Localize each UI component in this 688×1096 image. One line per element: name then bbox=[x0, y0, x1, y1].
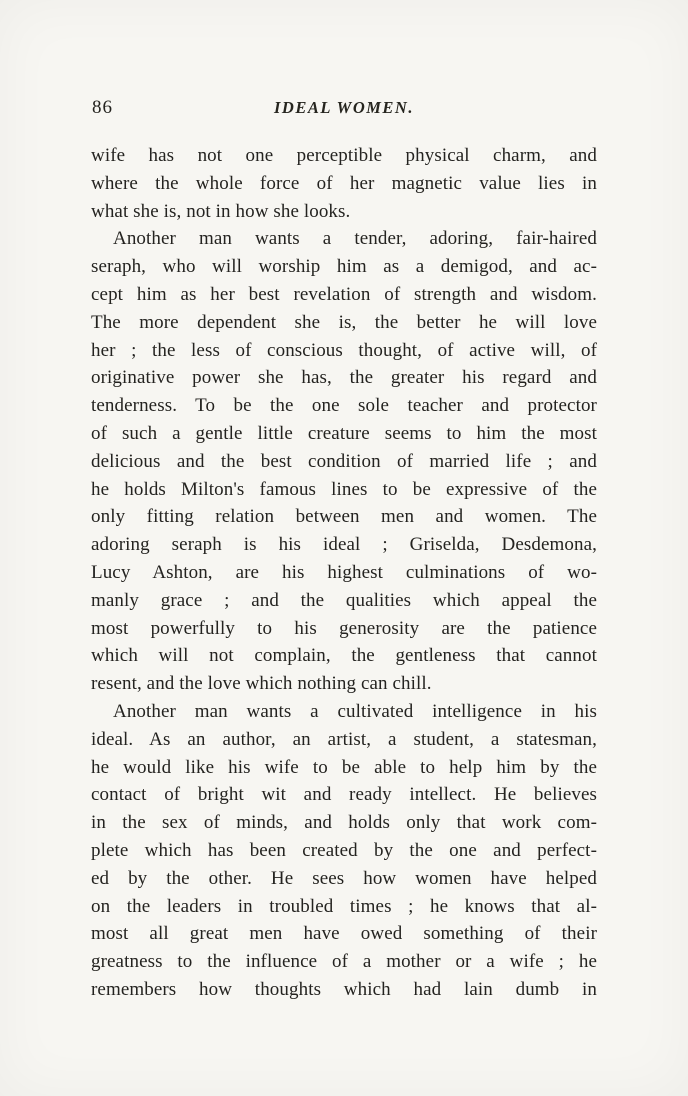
text-line: on the leaders in troubled times ; he knows that al- bbox=[91, 895, 597, 917]
text-line: which will not complain, the gentleness that cannot bbox=[91, 645, 597, 667]
text-line: her ; the less of conscious thought, of active will, of bbox=[91, 339, 597, 361]
text-line: resent, and the love which nothing can chill. bbox=[91, 673, 432, 695]
paragraph bbox=[91, 142, 597, 225]
text-line: greatness to the influence of a mother or a wife ; he bbox=[91, 951, 597, 973]
text-line: manly grace ; and the qualities which appeal the bbox=[91, 589, 597, 611]
text-line: wife has not one perceptible physical charm, and bbox=[91, 145, 597, 166]
paragraph bbox=[91, 225, 597, 698]
text-line: tenderness. To be the one sole teacher and protector bbox=[91, 395, 597, 417]
text-line: plete which has been created by the one and perfect- bbox=[91, 839, 597, 861]
text-line: originative power she has, the greater his regard and bbox=[91, 367, 597, 389]
page-body bbox=[91, 142, 597, 1004]
text-block bbox=[91, 96, 597, 1004]
text-line: seraph, who will worship him as a demigod, and ac- bbox=[91, 256, 597, 278]
text-line: The more dependent she is, the better he will love bbox=[91, 311, 597, 333]
text-line: remembers how thoughts which had lain dumb in bbox=[91, 978, 597, 1000]
running-title: IDEAL WOMEN. bbox=[274, 98, 414, 117]
page-header bbox=[91, 96, 597, 122]
text-line: what she is, not in how she looks. bbox=[91, 200, 351, 222]
text-line: adoring seraph is his ideal ; Griselda, Desdemona, bbox=[91, 534, 597, 556]
text-line: in the sex of minds, and holds only that work com- bbox=[91, 812, 597, 834]
paragraph bbox=[91, 698, 597, 1004]
text-line: ed by the other. He sees how women have helped bbox=[91, 867, 597, 889]
page-number: 86 bbox=[92, 97, 113, 118]
text-line: cept him as her best revelation of strength and wisdom. bbox=[91, 283, 597, 305]
text-line: delicious and the best condition of married life ; and bbox=[91, 450, 597, 472]
text-line: Lucy Ashton, are his highest culminations of wo- bbox=[91, 561, 597, 583]
text-line: only fitting relation between men and women. The bbox=[91, 506, 597, 528]
text-line: where the whole force of her magnetic value lies in bbox=[91, 172, 597, 194]
text-line: most all great men have owed something of their bbox=[91, 923, 597, 945]
text-line: Another man wants a cultivated intelligence in his bbox=[113, 700, 597, 722]
text-line: most powerfully to his generosity are the patience bbox=[91, 617, 597, 639]
text-line: of such a gentle little creature seems to him the most bbox=[91, 422, 597, 444]
text-line: ideal. As an author, an artist, a student, a statesman, bbox=[91, 728, 597, 750]
text-line: he holds Milton's famous lines to be expressive of the bbox=[91, 478, 597, 500]
text-line: he would like his wife to be able to help him by the bbox=[91, 756, 597, 778]
text-line: Another man wants a tender, adoring, fair-haired bbox=[113, 228, 597, 250]
text-line: contact of bright wit and ready intellect. He believes bbox=[91, 784, 597, 806]
